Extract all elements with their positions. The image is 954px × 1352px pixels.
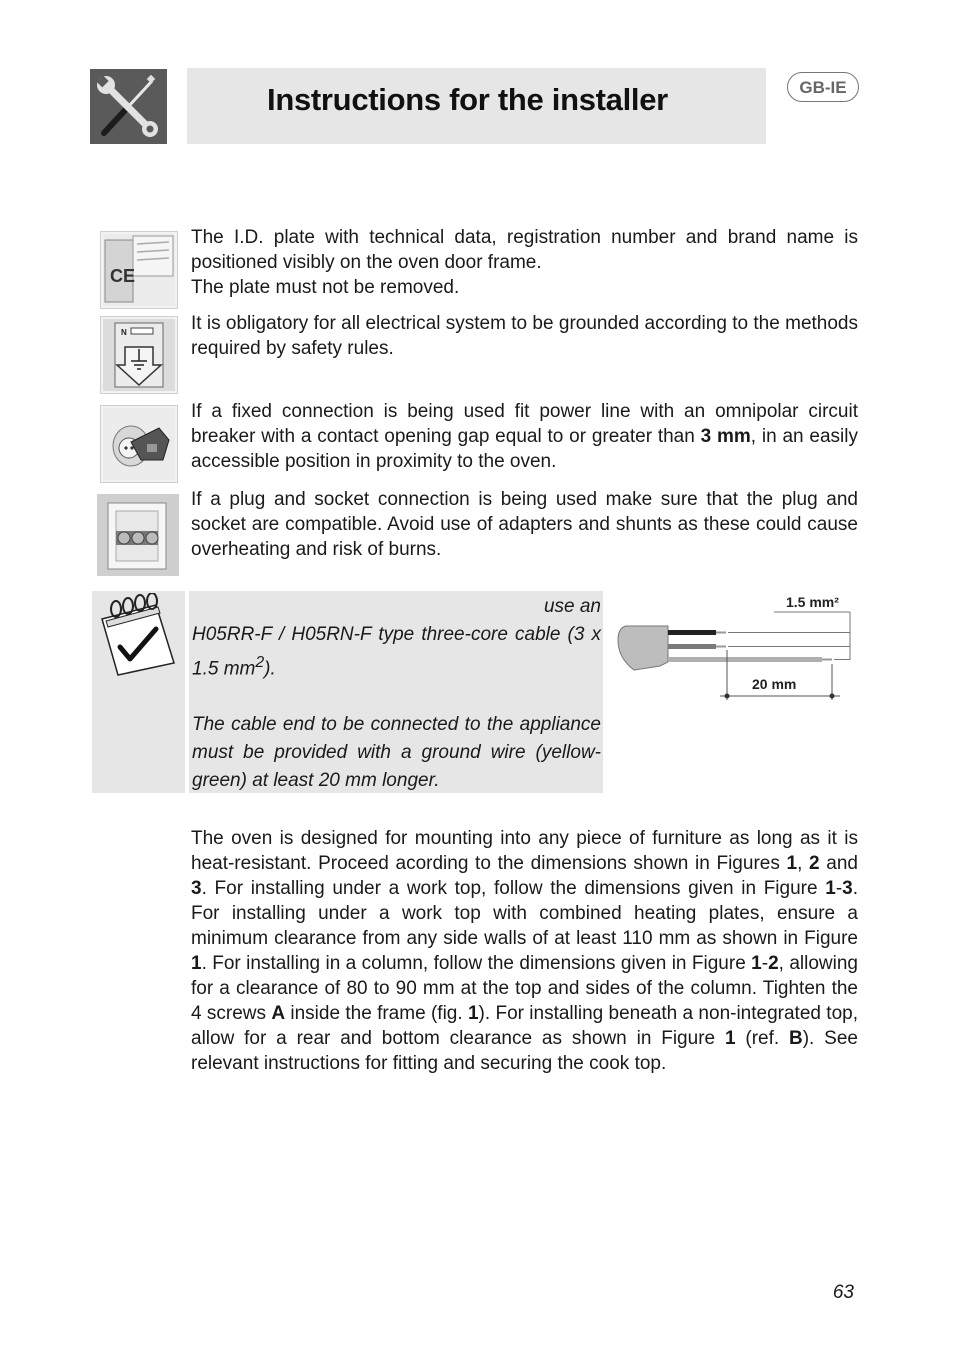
mounting-b9: A (271, 1003, 286, 1024)
svg-text:N: N (121, 328, 127, 337)
fixed-connection-paragraph (191, 399, 858, 474)
plug-socket-text (191, 487, 858, 562)
id-plate-line2: The plate must not be removed. (191, 277, 460, 298)
ground-symbol-icon (100, 316, 178, 394)
fixed-connection-before: If a fixed connection is being used fit power line with an omnipolar circuit breaker with a contact opening gap equal to or greater than (191, 401, 858, 447)
tools-icon (90, 69, 167, 144)
mounting-b6: 1 (191, 953, 202, 974)
gap-value: 3 mm (700, 426, 751, 447)
language-badge: GB-IE (787, 72, 859, 102)
cable-superscript: 2 (255, 654, 265, 671)
mounting-t7: . For installing in a column, follow the dimensions given in Figure (201, 953, 752, 974)
grounding-paragraph: It is obligatory for all electrical system to be grounded according to the methods required by safety rules. (191, 313, 858, 359)
svg-text:CE: CE (110, 266, 136, 286)
id-plate-text (191, 225, 858, 300)
mounting-t8: - (761, 953, 769, 974)
cable-note-text (192, 593, 601, 795)
mounting-b5: 3 (842, 878, 853, 899)
cable-note-lead: use an (543, 596, 601, 617)
mounting-t9: , allowing for a clearance of 80 to 90 mm at the top and sides of the column. Tighten the 4 screws (191, 953, 858, 1024)
mounting-text (191, 826, 858, 1076)
mounting-b8: 2 (768, 953, 779, 974)
cable-note-line2: The cable end to be connected to the appliance must be provided with a ground wire (yellow-green) at least 20 mm longer. (192, 714, 601, 792)
notepad-check-icon (96, 593, 182, 677)
page-title: Instructions for the installer (267, 82, 668, 117)
socket-plug-icon (97, 494, 179, 576)
mounting-b10: 1 (467, 1003, 479, 1024)
cable-note-end: ). (264, 658, 276, 680)
cable-type: H05RR-F / H05RN-F type three-core cable (3 x 1.5 mm (192, 624, 601, 680)
plug-socket-paragraph: If a plug and socket connection is being used make sure that the plug and socket are compatible. Avoid use of adapters and shunts as these could cause overheating and risk of burns. (191, 489, 858, 560)
mounting-t10: inside the frame (fig. (285, 1003, 468, 1024)
fixed-connection-text (191, 399, 858, 474)
circuit-breaker-icon (100, 405, 178, 483)
mounting-b1: 1 (786, 853, 798, 874)
cable-diagram (612, 590, 862, 702)
mounting-b4: 1 (825, 878, 836, 899)
strip-length-label: 20 mm (752, 676, 797, 692)
mounting-t4: . For installing under a work top, follow the dimensions given in Figure (201, 878, 826, 899)
fixed-connection-after: , in an easily accessible position in proximity to the oven. (191, 426, 858, 472)
mounting-b11: 1 (724, 1028, 736, 1049)
mounting-b12: B (789, 1028, 803, 1049)
mounting-t13: ). See relevant instructions for fitting and securing the cook top. (191, 1028, 858, 1074)
mounting-t6: . For installing under a work top with combined heating plates, ensure a minimum clearance from any side walls of at least 110 mm as shown in Figure (191, 878, 858, 949)
grounding-text (191, 311, 858, 361)
mounting-b7: 1 (751, 953, 762, 974)
id-plate-line1: The I.D. plate with technical data, registration number and brand name is positioned visibly on the oven door frame. (191, 227, 858, 273)
mounting-b3: 3 (191, 878, 202, 899)
mounting-t5: - (835, 878, 843, 899)
mounting-t11: ). For installing beneath a non-integrated top, allow for a rear and bottom clearance as shown in Figure (191, 1003, 858, 1049)
cable-section-label: 1.5 mm² (786, 594, 839, 610)
mounting-t3: and (819, 853, 858, 874)
mounting-paragraph (191, 826, 858, 1076)
mounting-t12: (ref. (735, 1028, 789, 1049)
mounting-t2: , (797, 853, 810, 874)
cable-note-line1 (192, 621, 601, 683)
note-icon-column (92, 591, 185, 793)
id-plate-ce-icon (100, 231, 178, 309)
mounting-b2: 2 (809, 853, 820, 874)
page-number: 63 (832, 1282, 854, 1303)
mounting-t1: The oven is designed for mounting into any piece of furniture as long as it is heat-resistant. Proceed acording to the dimensions shown in Figures (191, 828, 858, 874)
